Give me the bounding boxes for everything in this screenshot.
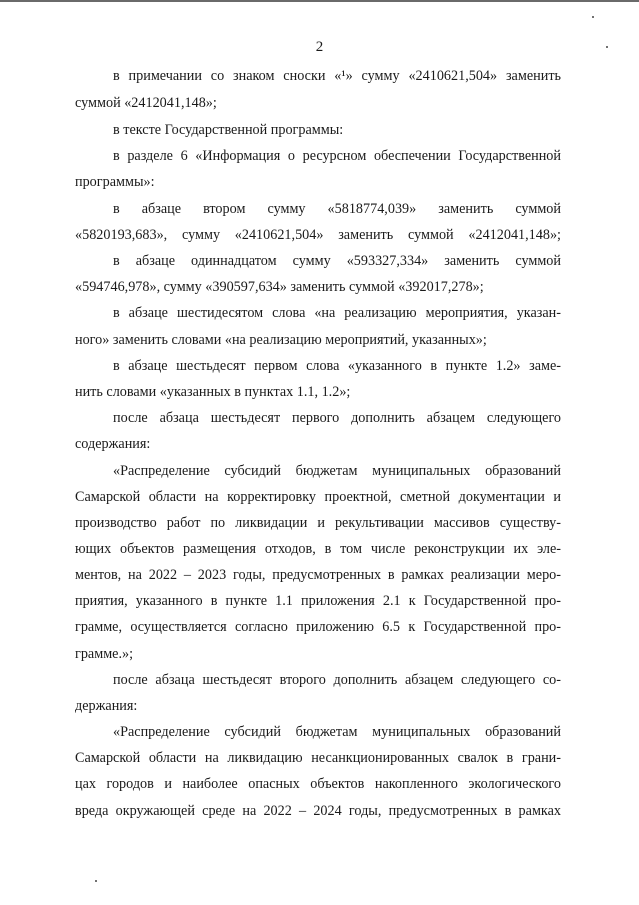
text-line: суммой «2412041,148»;: [75, 95, 217, 111]
text-line: Самарской области на ликвидацию несанкционированных свалок в грани-: [75, 750, 561, 766]
text-line: в абзаце одиннадцатом сумму «593327,334» заменить суммой: [113, 253, 561, 269]
text-line: «Распределение субсидий бюджетам муниципальных образований: [113, 724, 561, 740]
text-line: Самарской области на корректировку проектной, сметной документации и: [75, 489, 561, 505]
page-number: 2: [315, 39, 324, 55]
text-line: «Распределение субсидий бюджетам муниципальных образований: [113, 463, 561, 479]
text-line: приятия, указанного в пункте 1.1 приложения 2.1 к Государственной про-: [75, 593, 561, 609]
text-line: вреда окружающей среде на 2022 – 2024 годы, предусмотренных в рамках: [75, 803, 561, 819]
text-line: грамме.»;: [75, 646, 134, 662]
text-line: в абзаце шестидесятом слова «на реализацию мероприятия, указан-: [113, 305, 561, 321]
text-line: цах городов и наиболее опасных объектов накопленного экологического: [75, 776, 561, 792]
text-line: содержания:: [75, 436, 151, 452]
text-line: ющих объектов размещения отходов, в том числе реконструкции их эле-: [75, 541, 561, 557]
text-line: в абзаце втором сумму «5818774,039» заменить суммой: [113, 201, 561, 217]
text-line: после абзаца шестьдесят первого дополнить абзацем следующего: [113, 410, 561, 426]
text-line: в разделе 6 «Информация о ресурсном обеспечении Государственной: [113, 148, 561, 164]
text-line: в тексте Государственной программы:: [113, 122, 344, 138]
text-line: в примечании со знаком сноски «¹» сумму «2410621,504» заменить: [113, 68, 561, 84]
text-line: «594746,978», сумму «390597,634» заменить суммой «392017,278»;: [75, 279, 484, 295]
text-line: производство работ по ликвидации и рекультивации массивов существу-: [75, 515, 561, 531]
text-line: «5820193,683», сумму «2410621,504» заменить суммой «2412041,148»;: [75, 227, 561, 243]
scan-speck: [95, 880, 97, 882]
scan-top-border: [0, 0, 639, 2]
text-line: ного» заменить словами «на реализацию мероприятий, указанных»;: [75, 332, 487, 348]
text-line: программы»:: [75, 174, 155, 190]
text-line: ментов, на 2022 – 2023 годы, предусмотренных в рамках реализации меро-: [75, 567, 561, 583]
text-line: грамме, осуществляется согласно приложению 6.5 к Государственной про-: [75, 619, 561, 635]
text-line: нить словами «указанных в пунктах 1.1, 1.2»;: [75, 384, 351, 400]
text-line: в абзаце шестьдесят первом слова «указанного в пункте 1.2» заме-: [113, 358, 561, 374]
text-line: после абзаца шестьдесят второго дополнить абзацем следующего со-: [113, 672, 561, 688]
scan-speck: [592, 16, 594, 18]
text-line: держания:: [75, 698, 138, 714]
